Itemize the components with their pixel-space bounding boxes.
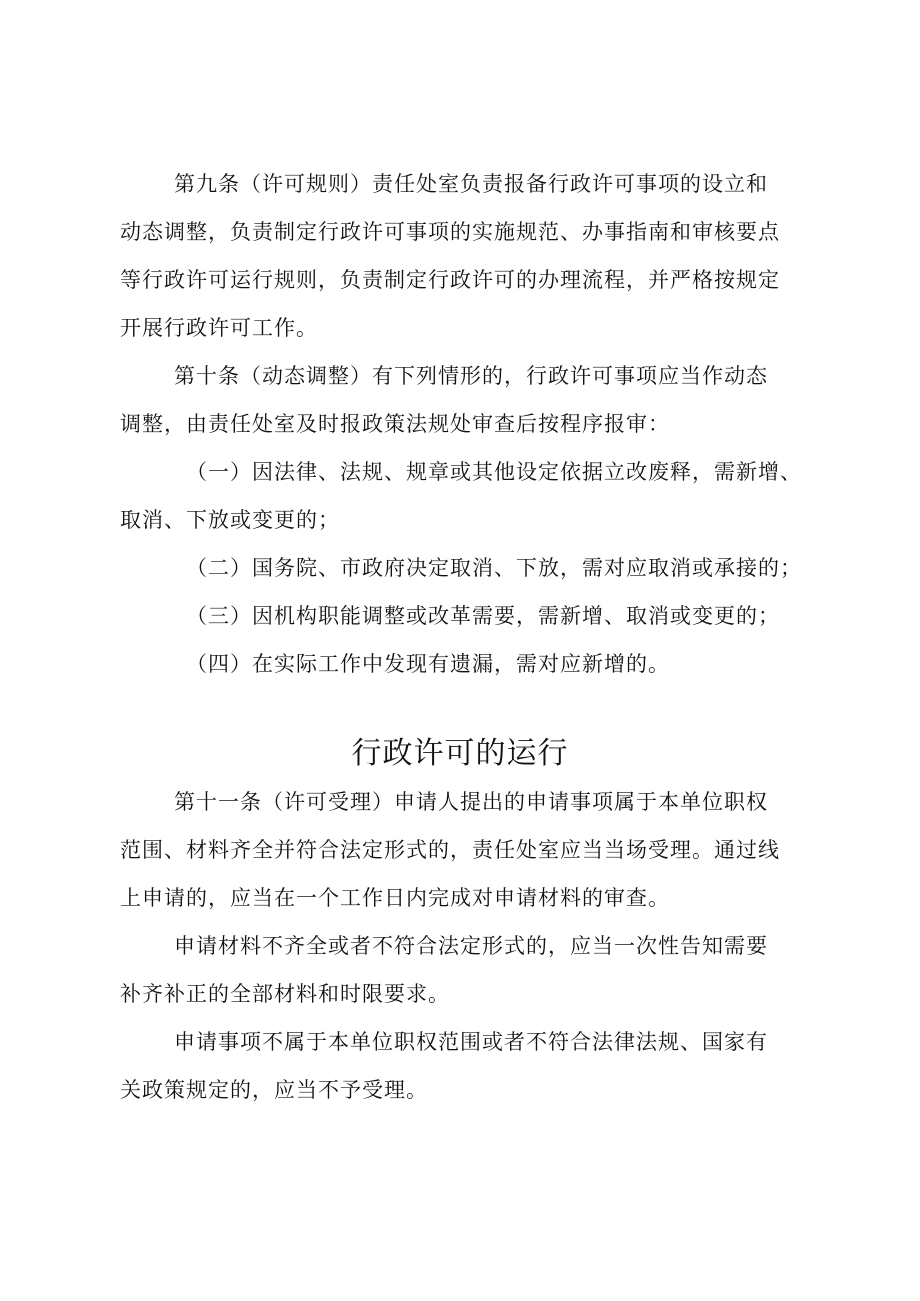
article-11-line: 范围、材料齐全并符合法定形式的，责任处室应当当场受理。通过线: [120, 838, 780, 862]
article-9-line: 等行政许可运行规则，负责制定行政许可的办理流程，并严格按规定: [120, 268, 780, 292]
item-1-line: （一）因法律、法规、规章或其他设定依据立改废释，需新增、: [186, 460, 802, 484]
incomplete-materials-line: 补齐补正的全部材料和时限要求。: [120, 982, 450, 1006]
article-9-line: 第九条（许可规则）责任处室负责报备行政许可事项的设立和: [174, 172, 768, 196]
section-title: 行政许可的运行: [351, 736, 569, 771]
article-10-item-1: [120, 448, 840, 544]
article-9-line: 开展行政许可工作。: [120, 316, 318, 340]
article-10-item-2: [120, 544, 840, 592]
rejection-paragraph: [120, 1018, 820, 1114]
article-9-line: 动态调整，负责制定行政许可事项的实施规范、办事指南和审核要点: [120, 220, 780, 244]
incomplete-materials-line: 申请材料不齐全或者不符合法定形式的，应当一次性告知需要: [174, 934, 768, 958]
article-11-paragraph: [120, 778, 820, 922]
article-11-line: 第十一条（许可受理）申请人提出的申请事项属于本单位职权: [174, 790, 768, 814]
item-1-line: 取消、下放或变更的；: [120, 508, 340, 532]
item-2-line: （二）国务院、市政府决定取消、下放，需对应取消或承接的；: [186, 556, 802, 580]
article-10-line: 调整，由责任处室及时报政策法规处审查后按程序报审：: [120, 412, 670, 436]
item-4-line: （四）在实际工作中发现有遗漏，需对应新增的。: [186, 652, 670, 676]
article-10-item-3: [120, 592, 820, 640]
rejection-line: 关政策规定的，应当不予受理。: [120, 1078, 428, 1102]
article-10-paragraph: [120, 352, 820, 448]
article-9-paragraph: [120, 160, 820, 352]
item-3-line: （三）因机构职能调整或改革需要，需新增、取消或变更的；: [186, 604, 780, 628]
article-10-line: 第十条（动态调整）有下列情形的，行政许可事项应当作动态: [174, 364, 768, 388]
article-11-line: 上申请的，应当在一个工作日内完成对申请材料的审查。: [120, 886, 670, 910]
rejection-line: 申请事项不属于本单位职权范围或者不符合法律法规、国家有: [174, 1030, 768, 1054]
article-10-item-4: [120, 640, 820, 688]
incomplete-materials-paragraph: [120, 922, 820, 1018]
